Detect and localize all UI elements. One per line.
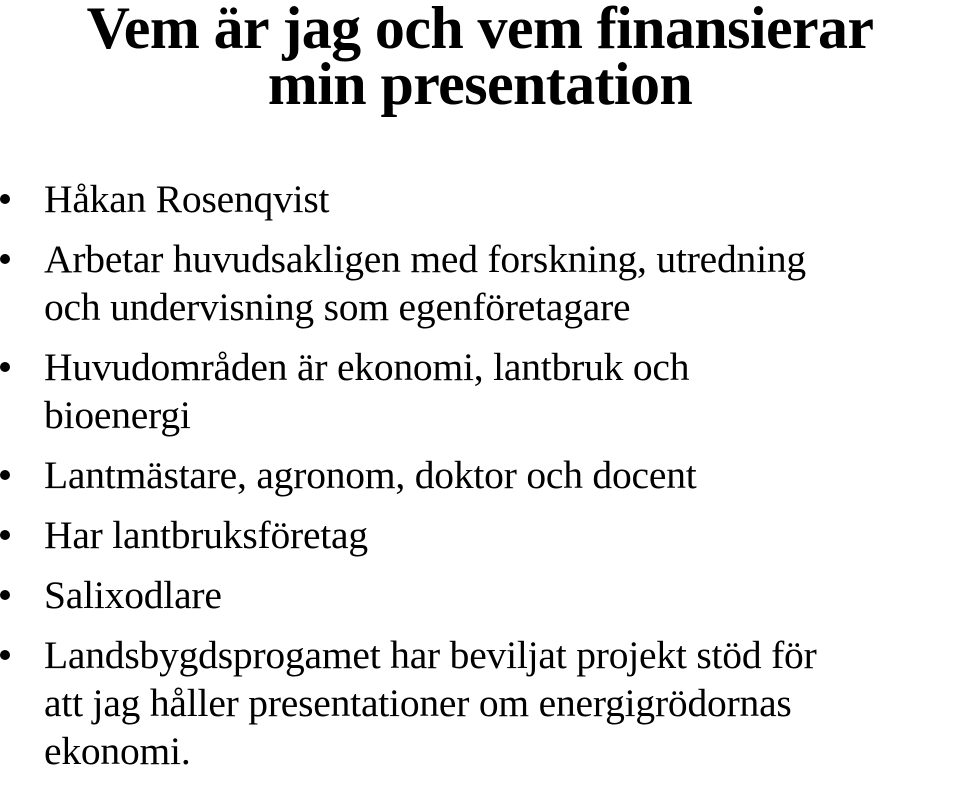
bullet-text-line: Arbetar huvudsakligen med forskning, utredning bbox=[44, 237, 806, 281]
bullet-dot-icon bbox=[0, 530, 10, 540]
bullet-dot-icon bbox=[0, 590, 10, 600]
bullet-text-line: Håkan Rosenqvist bbox=[44, 177, 330, 221]
bullet-text-line: och undervisning som egenföretagare bbox=[44, 285, 631, 329]
bullet-list bbox=[0, 175, 960, 787]
bullet-text-line: ekonomi. bbox=[44, 729, 191, 773]
bullet-text-line: Huvudområden är ekonomi, lantbruk och bbox=[44, 345, 690, 389]
bullet-dot-icon bbox=[0, 254, 10, 264]
bullet-text-line: Lantmästare, agronom, doktor och docent bbox=[44, 453, 697, 497]
slide-title bbox=[0, 0, 960, 117]
bullet-text-line: bioenergi bbox=[44, 393, 191, 437]
bullet-item-funding bbox=[0, 631, 960, 775]
bullet-text-line: Har lantbruksföretag bbox=[44, 513, 368, 557]
bullet-dot-icon bbox=[0, 650, 10, 660]
bullet-text-line: att jag håller presentationer om energigrödornas bbox=[44, 681, 792, 725]
slide-title-line-2: min presentation bbox=[267, 51, 693, 117]
bullet-item-name bbox=[0, 175, 960, 223]
bullet-item-farm bbox=[0, 511, 960, 559]
bullet-text-line: Salixodlare bbox=[44, 573, 222, 617]
bullet-item-titles bbox=[0, 451, 960, 499]
bullet-dot-icon bbox=[0, 470, 10, 480]
bullet-item-areas bbox=[0, 343, 960, 439]
bullet-text-line: Landsbygdsprogamet har beviljat projekt stöd för bbox=[44, 633, 817, 677]
bullet-dot-icon bbox=[0, 194, 10, 204]
bullet-item-salix bbox=[0, 571, 960, 619]
bullet-dot-icon bbox=[0, 362, 10, 372]
slide-title-line-1: Vem är jag och vem finansierar bbox=[86, 0, 874, 61]
bullet-item-work bbox=[0, 235, 960, 331]
